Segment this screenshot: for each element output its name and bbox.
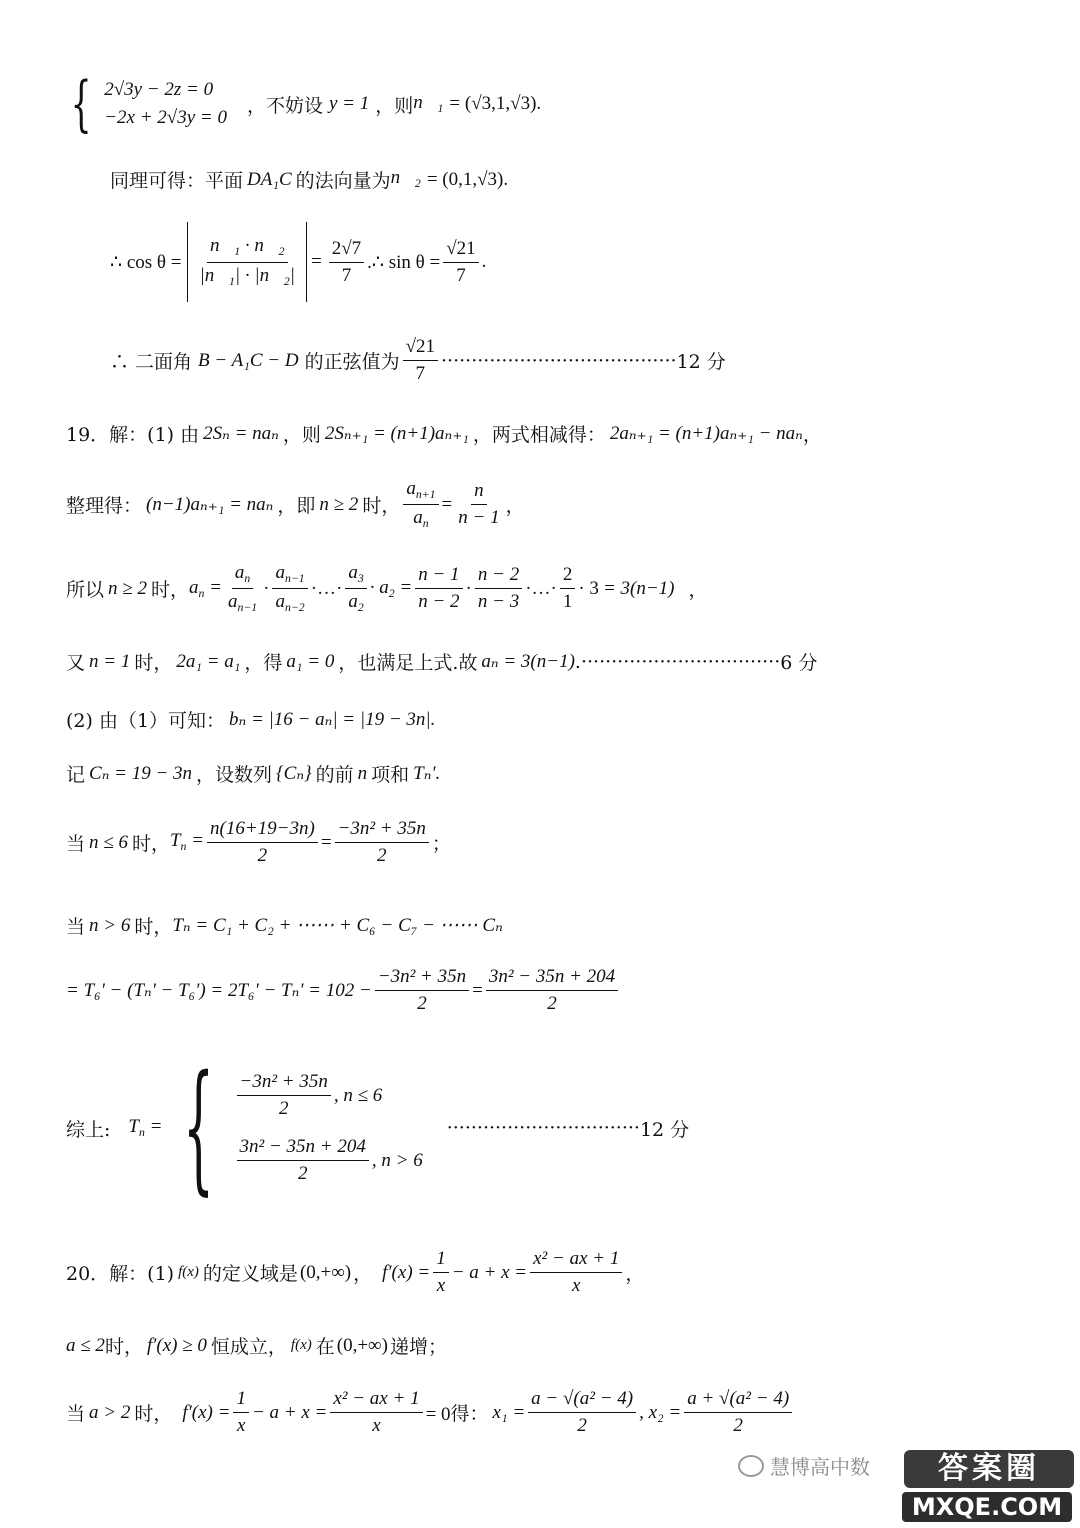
system-brace: {: [70, 69, 92, 139]
score-label: 6 分: [780, 652, 818, 674]
p19-let-seq: ，设数列: [196, 764, 273, 786]
p19-when-case2: 当: [66, 916, 86, 938]
p19-part2-line: [66, 706, 435, 733]
den: x: [372, 1415, 381, 1436]
p20-increasing: 递增；: [389, 1336, 447, 1358]
system-row-2: −2x + 2√3y = 0: [104, 107, 227, 128]
p20-minus-a: − a + x =: [451, 1261, 528, 1283]
n1-vector: $n⃗_1$: [413, 91, 444, 116]
p19-case2-line: [66, 912, 503, 939]
p19-so: 所以: [66, 579, 105, 602]
p19-case2-expr: Tₙ = C₁ + C₂ + ⋯⋯ + C₆ − C₇ − ⋯⋯ Cₙ: [172, 915, 503, 936]
p19-bn: bₙ = |16 − aₙ| = |19 − 3n|.: [229, 709, 436, 730]
cases-row2-cond: , n > 6: [371, 1149, 423, 1171]
dihedral-text: ∴ 二面角: [110, 351, 193, 373]
den: 2: [376, 845, 387, 866]
p19-ratio: $\frac{a_{n+1}}{a_n}$: [403, 478, 438, 531]
p19-when3: 时，: [134, 652, 173, 674]
p19-case1-frac1: [207, 818, 318, 867]
num: −3n² + 35n: [335, 818, 429, 843]
den: 2: [257, 845, 268, 866]
p19-line4: [66, 648, 817, 675]
dihedral-tail: 的正弦值为: [304, 351, 400, 373]
cos-result-fraction: [329, 238, 364, 287]
comma: ，: [625, 1263, 645, 1285]
leader-dots: ································: [446, 1117, 640, 1139]
system-row-1: 2√3y − 2z = 0: [104, 79, 214, 100]
p19-denote: 记: [66, 764, 86, 786]
p19-then: ，则: [282, 424, 321, 446]
p19-when: 时，: [362, 495, 401, 518]
num: 1: [433, 1248, 449, 1273]
wechat-icon: [738, 1455, 764, 1477]
wechat-watermark: [738, 1451, 870, 1480]
p19-an-formula: aₙ = 3(n−1): [481, 651, 575, 672]
wechat-account: 慧博高中数: [770, 1455, 870, 1479]
p19-summary-line: 综上: $T_n$ = { $\frac{\text{−3n² + 35n}}{2}$ , n ≤ 6 $\frac{\text{3n² − 35n + 204}}{2}$ , n > 6 ································ 12 分: [66, 1046, 690, 1209]
p19-cases: [168, 1046, 423, 1209]
p19-n: n: [357, 762, 368, 784]
p20-when-a: 当: [66, 1403, 86, 1425]
p19-satisfy: ，也满足上式.故: [338, 652, 478, 674]
cos-result-num: 2√7: [329, 238, 364, 263]
den: 2: [733, 1415, 743, 1436]
num: 3n² − 35n + 204: [486, 966, 618, 991]
p20-x1: x₁ =: [492, 1401, 526, 1423]
sin-fraction: [443, 238, 478, 287]
den: 2: [417, 993, 427, 1014]
p19-cond: n ≥ 2: [319, 493, 359, 515]
num: n(16+19−3n): [207, 818, 318, 843]
p19-first: 的前: [315, 764, 354, 786]
p19-when2: 时，: [150, 579, 189, 602]
den: 2: [547, 993, 557, 1014]
p19-eq4: (n−1)aₙ₊₁ = naₙ: [146, 494, 274, 516]
dihedral-num: √21: [403, 336, 438, 361]
sin-lead: .∴ sin θ =: [367, 251, 441, 273]
cos-fraction: $\frac{n⃗_1 \cdot n⃗_2}{|n⃗_1| \cdot |n⃗_2|}$: [199, 235, 295, 288]
similarly-text: 同理可得：平面: [110, 170, 244, 192]
set-y-text: ，不妨设: [246, 94, 323, 117]
cos-result-den: 7: [341, 264, 352, 286]
p18-dihedral-line: [110, 336, 726, 385]
score-label: 12 分: [639, 1118, 690, 1141]
num: a − √(a² − 4): [528, 1388, 636, 1413]
p19-also: 又: [66, 652, 86, 674]
p20-interval: (0,+∞): [336, 1334, 388, 1356]
p19-a1zero: a₁ = 0: [286, 650, 335, 672]
p19-tn-prime: Tₙ'.: [413, 763, 441, 784]
p20-line3: 当 a > 2 时， f′(x) = $\frac{1}{x}$ − a + x = $\frac{\text{x² − ax + 1}}{x}$ = 0得： x₁ = $\frac{\text{a − √(a² − 4)}}{2}$ , x₂ = $\frac{\text{a + √(a² − 4)}}{2}$: [66, 1388, 795, 1437]
n2-vector: $n⃗_2$: [390, 167, 421, 191]
p19-cn: Cₙ = 19 − 3n: [89, 763, 193, 784]
p20-cond-a: a ≤ 2: [66, 1334, 105, 1356]
dihedral-name: B − A₁C − D: [198, 349, 299, 371]
p19-product-result: = 3(n−1): [602, 577, 675, 599]
den: x: [572, 1275, 581, 1296]
p19-organize: 整理得：: [66, 495, 143, 518]
p20-when2: 时，: [134, 1403, 173, 1425]
watermark-url: MXQE.COM: [902, 1492, 1072, 1522]
p19-subtract: ，两式相减得：: [472, 424, 606, 446]
p19-case2-chain: = T₆' − (Tₙ' − T₆') = 2T₆' − Tₙ' = 102 −: [66, 980, 372, 1001]
p20-x1-frac: [528, 1388, 636, 1437]
p20-when: 时，: [104, 1336, 143, 1358]
p19-get: ，得: [244, 652, 283, 674]
p20-cond-a2: a > 2: [89, 1401, 131, 1423]
num: −3n² + 35n: [237, 1071, 331, 1096]
p20-intro: 20．解：(1): [66, 1263, 175, 1285]
p20-minus-a2: − a + x =: [251, 1401, 328, 1423]
p19-case2-when: 时，: [134, 916, 173, 938]
p18-normal2-line: [110, 166, 508, 193]
p20-on: 在: [315, 1336, 335, 1358]
num: −3n² + 35n: [375, 966, 469, 991]
p19-case2-frac2: [486, 966, 618, 1015]
den: 2: [278, 1098, 289, 1119]
p18-cos-line: ∴ cos θ = $\frac{n⃗_1 \cdot n⃗_2}{|n⃗_1| \cdot |n⃗_2|}$ = $\frac{2√7}{7}$ .∴ sin θ = $\frac{√21}{7}$ .: [110, 222, 486, 302]
p19-seq: {Cₙ}: [276, 763, 312, 784]
p19-case2-frac1: [375, 966, 469, 1015]
p19-intro: 19．解：(1) 由: [66, 424, 200, 446]
dihedral-value: [403, 336, 438, 385]
p20-deriv-frac: [530, 1248, 622, 1297]
p19-case2-line2: = T₆' − (Tₙ' − T₆') = 2T₆' − Tₙ' = 102 − $\frac{\text{−3n² + 35n}}{2}$ = $\frac{\text{3n² − 35n + 204}}{2}$: [66, 966, 621, 1015]
normal-of-text: 的法向量为: [295, 170, 391, 192]
den: 2: [577, 1415, 587, 1436]
dihedral-den: 7: [415, 363, 426, 384]
leader-dots: ·······································: [441, 349, 677, 372]
n1-value: = (√3,1,√3).: [449, 93, 542, 114]
cos-abs: [187, 222, 307, 302]
comma: ，: [802, 424, 822, 446]
num: x² − ax + 1: [330, 1388, 422, 1413]
p20-fprime: f′(x) =: [382, 1261, 431, 1283]
p19-summary-label: 综上:: [66, 1118, 111, 1141]
p20-domain-text: 的定义域是: [202, 1263, 298, 1285]
p19-cn-line: [66, 760, 440, 787]
p18-system-line: [62, 69, 542, 139]
p19-case2-cond: n > 6: [89, 914, 131, 936]
p20-domain: (0,+∞): [299, 1261, 352, 1283]
p19-line1: [66, 420, 822, 447]
equation-system: [104, 79, 227, 129]
p20-fprime2: f′(x) =: [182, 1401, 231, 1423]
p19-cond2: n ≥ 2: [108, 577, 147, 599]
p19-n1: n = 1: [89, 650, 131, 672]
p20-fx2: f(x): [290, 1337, 312, 1353]
cases-row1-cond: , n ≤ 6: [333, 1084, 383, 1106]
p19-eq2: 2Sₙ₊₁ = (n+1)aₙ₊₁: [324, 423, 469, 444]
num: 3n² − 35n + 204: [237, 1136, 369, 1161]
p19-case1-line: 当 n ≤ 6 时， $T_n$ = $\frac{n(16+19-3n)}{2}$ = $\frac{\text{−3n² + 35n}}{2}$ ；: [66, 818, 451, 866]
p19-part2-intro: (2) 由（1）可知：: [66, 710, 226, 732]
p19-case1-frac2: [335, 818, 429, 867]
cos-lead: ∴ cos θ =: [110, 251, 182, 273]
p20-eq-zero: = 0得：: [425, 1404, 489, 1425]
p19-case1-cond: n ≤ 6: [89, 831, 128, 853]
p20-line1: 20．解：(1) f(x) 的定义域是 (0,+∞) ， f′(x) = $\frac{1}{x}$ − a + x = $\frac{\text{x² − ax + 1}}{x}$ ，: [66, 1248, 645, 1296]
p20-line2: [66, 1332, 447, 1359]
p19-line2: 整理得： (n−1)aₙ₊₁ = naₙ ，即 n ≥ 2 时， $\frac{a_{n+1}}{a_n}$ = $\frac{n}{n - 1}$ ，: [66, 478, 525, 531]
p19-ie: ，即: [277, 495, 316, 518]
p19-eq3: 2aₙ₊₁ = (n+1)aₙ₊₁ − naₙ: [609, 423, 803, 444]
num: 1: [233, 1388, 249, 1413]
p19-eq1: 2Sₙ = naₙ: [203, 423, 279, 444]
p20-x2: , x₂ =: [639, 1401, 682, 1423]
cases-brace: {: [183, 1046, 215, 1209]
num: x² − ax + 1: [530, 1248, 622, 1273]
comma: ，: [688, 579, 708, 602]
plane-name: DA₁C: [247, 168, 292, 190]
p19-when-case1: 当: [66, 833, 86, 855]
sin-num: √21: [443, 238, 478, 263]
p20-x2-frac: [684, 1388, 792, 1437]
num: a + √(a² − 4): [684, 1388, 792, 1413]
comma: ，: [353, 1263, 373, 1285]
site-watermark: [900, 1448, 1080, 1528]
p19-line3: 所以 n ≥ 2 时， $a_n$ = $\frac{a_n}{a_{n-1}}$ · $\frac{a_{n-1}}{a_{n-2}}$ ·…· $\frac{a_3}{a_2}$ · $a_2$ = $\frac{n - 1}{n - 2}$ · $\frac{n - 2}{n - 3}$ ·…· $\frac{2}{1}$ · 3 = 3(n−1) ，: [66, 562, 708, 615]
den: 2: [297, 1163, 308, 1184]
p20-fprime-pos: f′(x) ≥ 0: [146, 1334, 207, 1356]
then-text: ，则: [375, 94, 414, 117]
p20-fx: f(x): [178, 1264, 199, 1280]
sin-den: 7: [456, 264, 466, 286]
p19-sum: 项和: [371, 764, 410, 786]
n2-value: = (0,1,√3).: [426, 168, 509, 190]
p19-a1eq: 2a₁ = a₁: [176, 650, 241, 672]
score-label: 12 分: [676, 351, 726, 373]
watermark-logo: 答案圈: [904, 1450, 1074, 1488]
y-equals-one: y = 1: [328, 93, 370, 114]
p20-always: 恒成立，: [210, 1336, 287, 1358]
p19-ratio-rhs: $\frac{n}{n - 1}$: [458, 480, 500, 529]
p19-case1-when: 时，: [131, 833, 170, 855]
leader-dots: .·································: [574, 650, 781, 673]
